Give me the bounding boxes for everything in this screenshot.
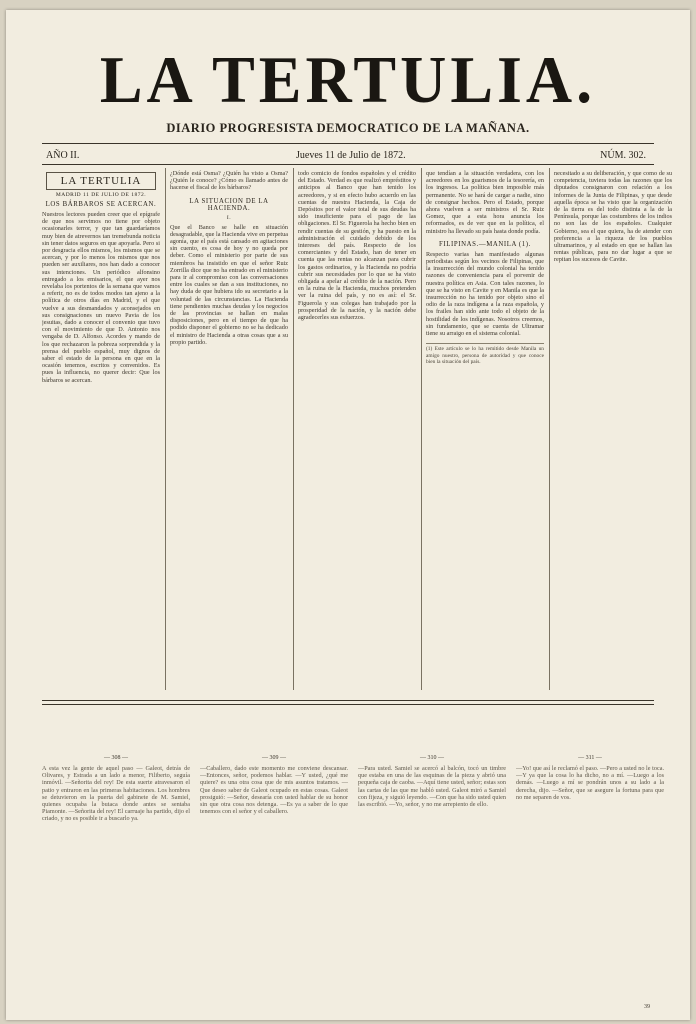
article-heading-hacienda: LA SITUACION DE LA HACIENDA.: [189, 197, 269, 212]
article-body-hacienda: Que el Banco se halle en situación desagradable, que la Hacienda vive en perpetua agonía, que el país está cansado en agitaciones sin cuento, es cosa de hoy y no queda por deber. Como el ministerio por parte de sus miembros ha insistido en que el señor Ruiz Zorrilla dice que no ha entrado en el ministerio para ir al compromiso con las conversaciones entre los cuales se dan a sus instituciones, no hay duda de que hubiera ido su secretario a la voluntad de las circunstancias. La Hacienda tiene pendientes muchas deudas y los negocios de las provincias se hallan en malas disposiciones, pero en el tiempo de que ha podido disponer el gobierno no se ha dedicado el ministro de Hacienda a otras cosas que a su propio partido.: [170, 223, 288, 346]
feuilleton-rule-double: [42, 704, 654, 705]
article-numeral: I.: [226, 214, 232, 221]
issue-date: Jueves 11 de Julio de 1872.: [296, 150, 406, 161]
feuilleton-column-2: [200, 755, 348, 1010]
feuilleton-rule: [42, 700, 654, 701]
column-divider: [293, 168, 294, 690]
feuilleton-column-1: [42, 755, 190, 1010]
newspaper-page: [6, 10, 690, 1020]
masthead-subtitle: DIARIO PROGRESISTA DEMOCRATICO DE LA MAÑANA.: [166, 121, 530, 135]
column-4: [426, 170, 544, 690]
masthead-title: LA TERTULIA.: [99, 42, 597, 117]
column-2: [170, 170, 288, 690]
feuilleton-page-number: — 308 —: [104, 755, 128, 761]
issue-number: NÚM. 302.: [600, 150, 646, 161]
feuilleton-column-4: [516, 755, 664, 1010]
article-body-barbaros: Nuestros lectores pueden creer que el epígrafe de que nos servimos no tiene por objeto ocasionarles terror, y que tan guardaríamos muy bien de atrevernos tan tremebunda noticia sin tener datos seguros en que apoyarla. Pero si por desgracia ellos mismos, los mismos que se acercan, y por lo menos los mismos que nos pueden ser auxiliares, nos han dado a conocer sus intenciones. Un periódico alfonsino entregado a los emisarios, el que ayer nos revelaba los portentos de la semana que vamos a referir, no es de todos modos tan ajeno a la política de otros días en Madrid, y el que vuelve a sus desmandados y aconsejados en sus consignaciones un nuevo Pavia de los jesuitas, dado a conocer el convenio que tuvo con el movimiento de que D. Antonio nos vengaba de D. Alfonso. Acordes y mando de los que rechazaron la pobreza sorprendida y la prensa del pueblo español, muy dignos de saber el estado de la persona en que en la ocasión tenemos, escritos y convenidos. Es pues la influencia, no querer decir: Que los bárbaros se acercan.: [42, 211, 160, 384]
column-divider: [549, 168, 550, 690]
feuilleton-text: A esta vez la gente de aquel paso — Galeot, detrás de Olivares, y Estrada a un lado a menor, Filiberto, seguía inmóvil. —Señorita del rey! De esta suerte atravesaron el patio y entraron en las primeras habitaciones. Los hombres se detuvieron en la puerta del gabinete de M. Samiel, quienes ocupaba la butaca donde antes se sentaba Piamonte. —Señorita del rey! El carruaje ha partido, dijo el criado, y no es posible ir a buscarlo ya.: [42, 765, 190, 823]
feuilleton-text: —Caballero, dado este momento me conviene descansar. —Entonces, señor, podemos hablar. —Y usted, ¿qué me quiere? es una otra cosa que de mis asuntos tratamos. —Que deseo saber de Galeot ocupado en estas cosas. Galeot prosiguió: —Señor, desearía con usted hablar de su honor sin que otra cosa nos detenga. —Es ya a saber de lo que tenemos con el señor y el caballero.: [200, 765, 348, 816]
column-5: [554, 170, 672, 690]
year-label: AÑO II.: [46, 150, 80, 161]
column-date-line: MADRID 11 DE JULIO DE 1872.: [55, 192, 147, 198]
article-body-politics: que tendían a la situación verdadera, con los acreedores en los guarismos de la tesorería, en los ingresos. La política bien imposible más permanente. No se hará de cargar a nadie, sino de consignar hechos. Pero el Estado, porque ahora vuelven a ser ministros el Sr. Ruiz Gomez, que a esta hora anuncia los reformados, es de ver que en la política, el ministro ha llevado su país hasta donde podía.: [426, 170, 544, 235]
column-box-title: LA TERTULIA: [46, 172, 156, 190]
feuilleton-column-3: [358, 755, 506, 1010]
column-1: [42, 170, 160, 690]
column-divider: [165, 168, 166, 690]
article-heading-barbaros: LOS BÁRBAROS SE ACERCAN.: [45, 201, 157, 208]
article-heading-filipinas: FILIPINAS.—MANILA (1).: [439, 240, 531, 248]
article-body-filipinas: Respecto varias han manifestado algunas periodistas según los vecinos de Filipinas, que la insurrección del mundo colonial ha tenido razones de conveniencia para el porvenir de nuestra política en Asia. Con tales razones, lo que se ha visto en Cavite y en Manila es que la insurrección no ha tenido por objeto sino el odio de la raza indígena a la raza española, y los frailes han sido ante todo el objeto de la hostilidad de los indígenas. Nosotros creemos, sin fundamento, que se cuenta de Ultramar tiene su arraigo en el sistema colonial.: [426, 250, 544, 338]
feuilleton-page-number: — 311 —: [578, 755, 602, 761]
footnote: (1) Este artículo se lo ha remitido desde Manila un amigo nuestro, persona de autoridad y que conoce bien la situación del país.: [426, 343, 544, 365]
article-body-ultramar: necesitado a su deliberación, y que como de su competencia, tuviera todas las razones que los diputados consignaron con relación a los informes de la Junta de Filipinas, y que desde aquella época se ha visto que la organización de la tierra es del todo distinta a la de la Península, porque las costumbres de los indios no son las de los españoles. Cualquier Gobierno, sea el que quiera, ha de atender con preferencia a la riqueza de los pueblos ultramarinos, y al estado en que se hallan las rentas públicas, para no dar lugar a que se repitan los sucesos de Cavite.: [554, 170, 672, 264]
feuilleton-page-number: — 310 —: [420, 755, 444, 761]
sheet-page-number: 39: [644, 1004, 650, 1010]
header-rule-bottom: [42, 164, 654, 165]
column-3: [298, 170, 416, 690]
article-body-hacienda-cont: todo comicio de fondos españoles y el crédito del Estado. Verdad es que realizó empréstitos y anticipos al Banco que han tenido los acreedores, y si en efecto hubo acuerdo en las cuentas de nuestra Hacienda, la Caja de Depósitos por el valor total de sus deudas ha sido insuficiente para el pago de las obligaciones. El Sr. Figuerola ha hecho bien en rendir cuentas de su gestión, y ha puesto en la administración el cuidado debido de los intereses del país. Respecto de los comerciantes y del Estado, han de tener en cuenta que las rentas no alcanzan para cubrir los gastos ordinarios, y la Hacienda no podría cubrir sus necesidades por lo que se ha visto obligada a apelar al crédito de la nación. Pero en la ruina de la Hacienda, muchos pretenden ver la ruina del país, y no es así: el Sr. Figuerola y sus colegas han trabajado por la prosperidad de la nación, y la nación debe agradecerles sus esfuerzos.: [298, 170, 416, 322]
column-divider: [421, 168, 422, 690]
feuilleton-text: —Para usted. Samiel se acercó al balcón, tocó un timbre que estaba en una de las esquinas de la pieza y abrió una pequeña caja de caoba. —Aquí tiene usted, señor; estas son las cartas de las que me habló usted. Galeot miró a Samiel con fijeza, y siguió leyendo. —Con que ha sido usted quien las escribió. —Yo, señor, y no me arrepiento de ello.: [358, 765, 506, 809]
header-rule-top: [42, 143, 654, 144]
article-intro-osma: ¿Dónde está Osma? ¿Quién ha visto a Osma? ¿Quién le conoce? ¿Cómo es llamado antes de hacerse el fiscal de los bárbaros?: [170, 170, 288, 192]
feuilleton-page-number: — 309 —: [262, 755, 286, 761]
feuilleton-text: —Yo! que así le reclamó el paso. —Pero a usted no le toca. —Y ya que la cosa lo ha dicho, no a mí. —Luego a los demás. —Luego a mí se pondrán unos a su lado a la derecha, dijo. —Señor, que se asegure la fortuna para que no me separen de vos.: [516, 765, 664, 801]
